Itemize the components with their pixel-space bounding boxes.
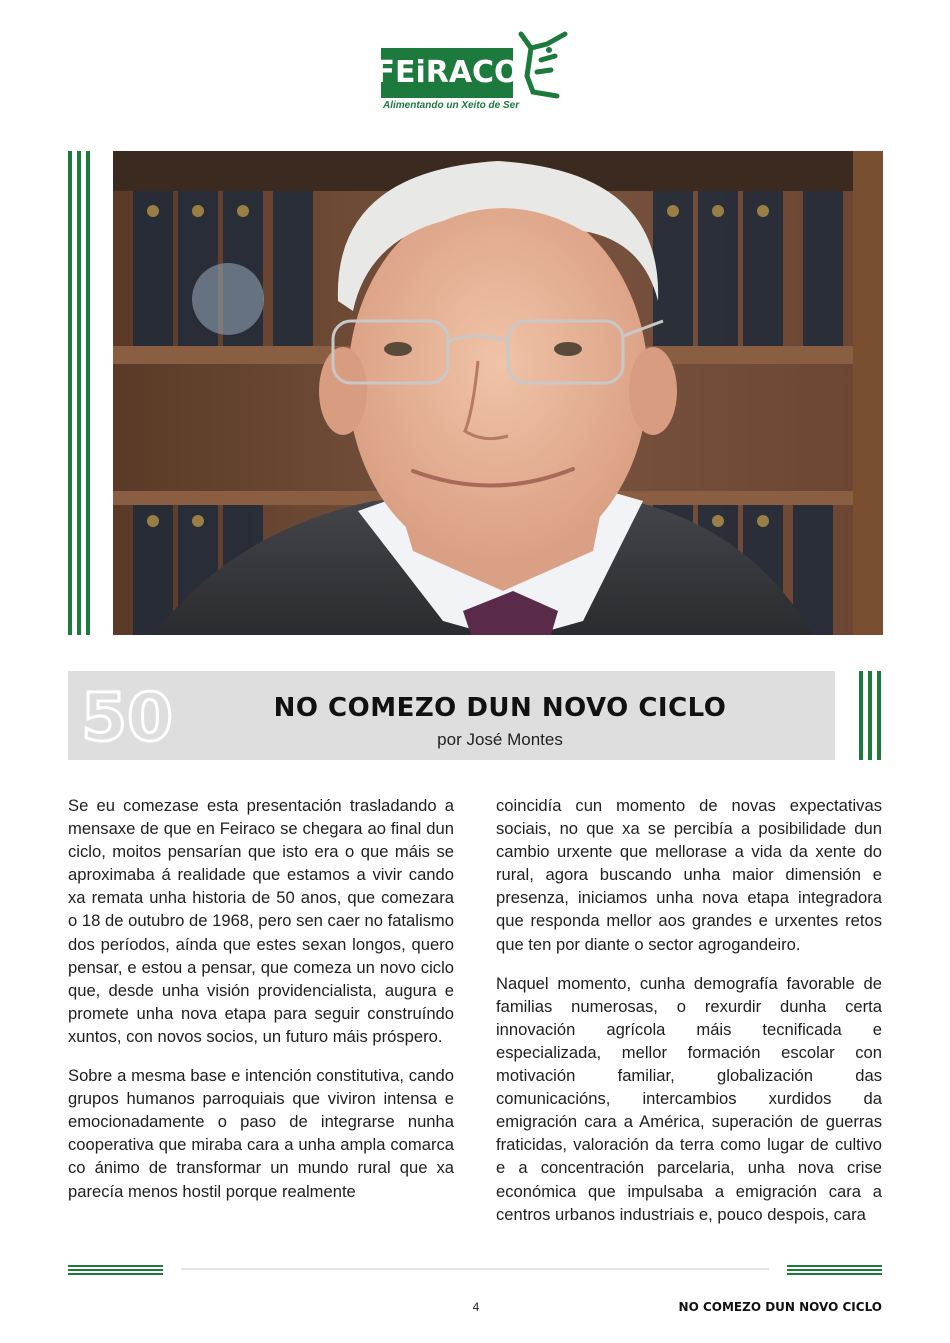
decorative-stripe — [77, 151, 81, 635]
body-column-right — [496, 794, 882, 1242]
paragraph: Se eu comezase esta presentación trasladando a mensaxe de que en Feiraco se chegara ao final dun ciclo, moitos pensarían que isto era o que máis se aproximaba á realidade que estamos a vivir cando xa remata unha historia de 50 anos, que comezara o 18 de outubro de 1968, pero sen caer no fatalismo dos períodos, aínda que estes sexan longos, quero pensar, e estou a pensar, que comeza un novo ciclo que, desde unha visión providencialista, augura e promete unha nova etapa para seguir construíndo xuntos, con novos socios, un futuro máis próspero. — [68, 796, 454, 1046]
svg-text:50: 50 — [82, 682, 172, 748]
article-byline: por José Montes — [437, 730, 563, 749]
cow-head-icon — [521, 34, 565, 96]
anniversary-badge — [82, 682, 172, 748]
footer-stripe — [68, 1273, 163, 1275]
article-title: NO COMEZO DUN NOVO CICLO — [273, 693, 727, 723]
footer-stripe — [787, 1273, 882, 1275]
footer-stripe — [787, 1265, 882, 1267]
body-column-left — [68, 794, 454, 1219]
logo-tagline: Alimentando un Xeito de Ser — [383, 100, 520, 111]
decorative-stripe — [859, 671, 863, 760]
paragraph: coincidía cun momento de novas expectativas sociais, no que xa se percibía a posibilidade dun cambio urxente que mellorase a vida da xente do rural, agora buscando unha maior dimensión e presenza, iniciamos unha nova etapa integradora que responda mellor aos grandes e urxentes retos que ten por diante o sector agrogandeiro. — [496, 796, 882, 954]
portrait-photo — [113, 151, 883, 635]
decorative-stripe — [868, 671, 872, 760]
logo-wordmark: FEiRACO — [381, 55, 520, 90]
paragraph: Naquel momento, cunha demografía favorable de familias numerosas, o rexurdir dunha certa innovación agrícola máis tecnificada e especializada, mellor formación escolar con motivación familiar, globalización das comunicacións, intercambios xurdidos da emigración cara a América, superación de guerras fraticidas, valoración da terra como lugar de cultivo e a concentración parcelaria, unha nova crise económica que impulsaba a emigración cara a centros urbanos industriais e, pouco despois, cara — [496, 973, 882, 1224]
footer-stripe — [68, 1265, 163, 1267]
decorative-stripe — [86, 151, 90, 635]
decorative-stripe — [68, 151, 72, 635]
running-title: NO COMEZO DUN NOVO CICLO — [678, 1300, 882, 1314]
page-number: 4 — [472, 1300, 480, 1314]
decorative-stripe — [877, 671, 881, 760]
footer-stripe — [68, 1269, 163, 1271]
footer-stripe — [787, 1269, 882, 1271]
paragraph: Sobre a mesma base e intención constitutiva, cando grupos humanos parroquiais que viviron intensa e emocionadamente o paso de integrarse nunha cooperativa que miraba cara a unha ampla comarca co ánimo de transformar un mundo rural que xa parecía menos hostil porque realmente — [68, 1066, 454, 1201]
footer-divider — [181, 1268, 769, 1270]
feiraco-logo — [381, 26, 573, 114]
